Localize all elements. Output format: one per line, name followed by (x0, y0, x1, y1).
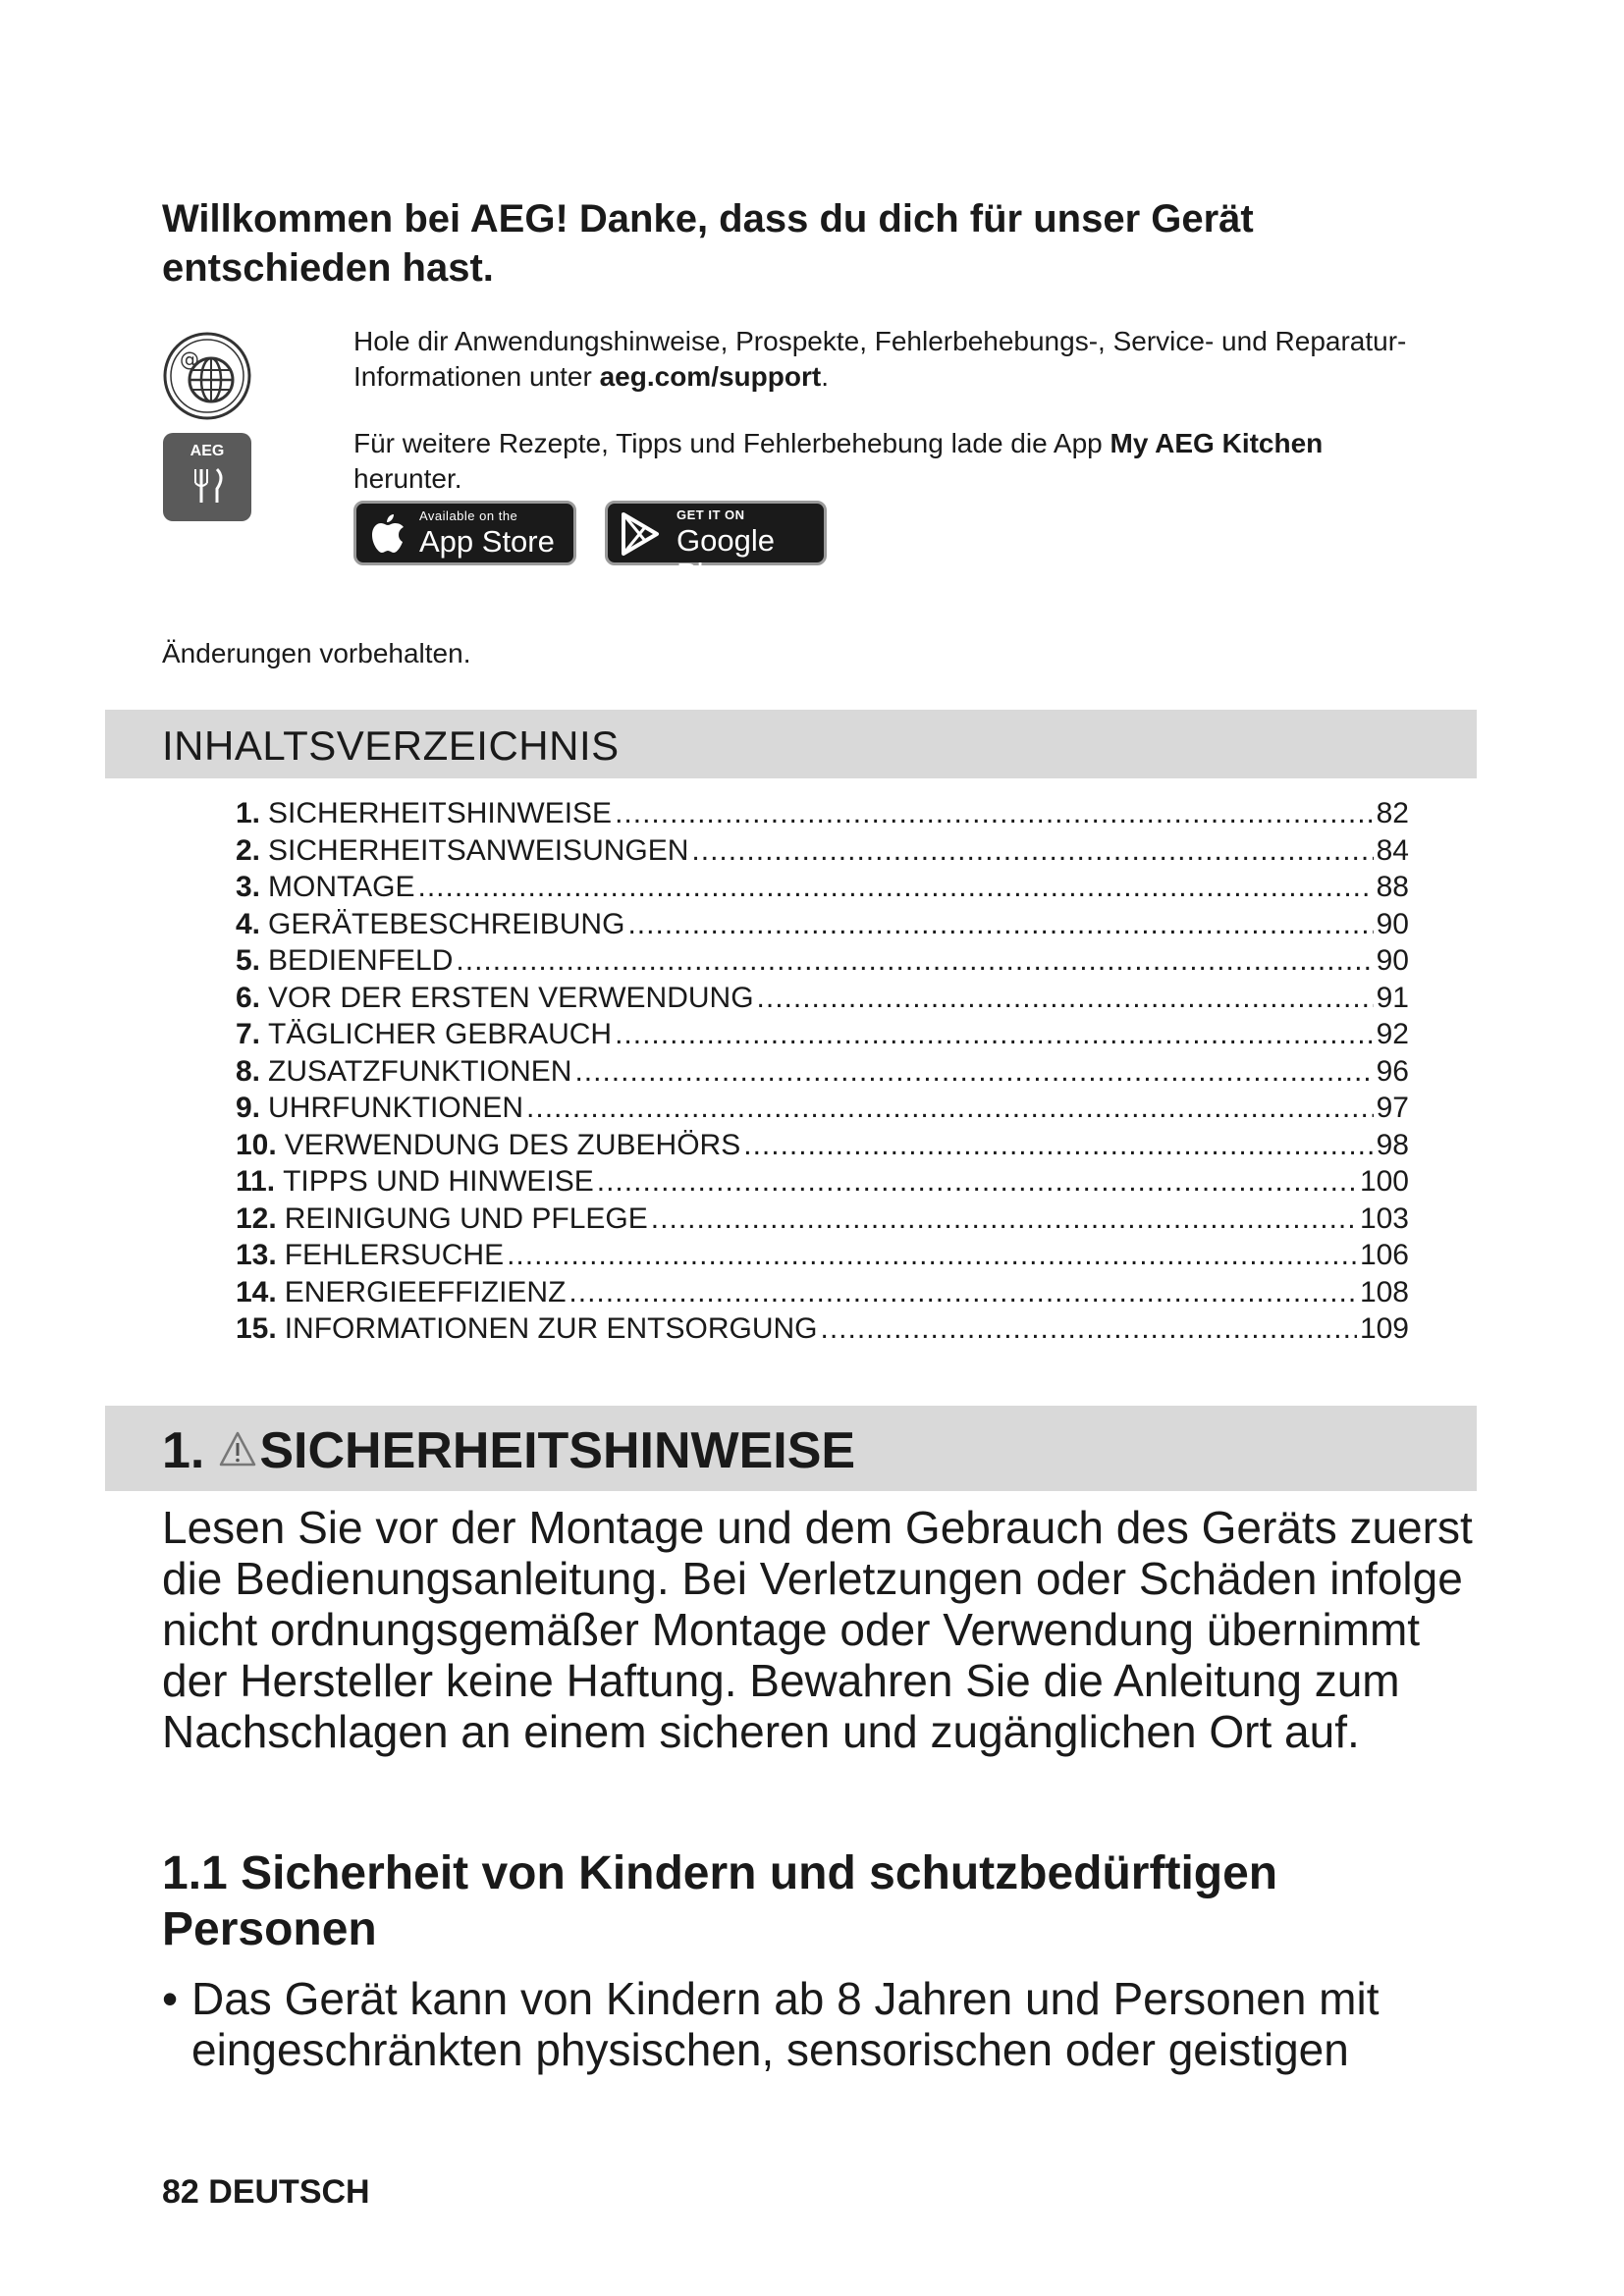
app-store-badge (353, 501, 576, 565)
toc-entry (236, 942, 1409, 980)
support-info (353, 324, 1434, 395)
toc-entry-number: 14. (236, 1275, 277, 1308)
toc-entry (236, 869, 1409, 906)
toc-entry-number: 12. (236, 1201, 277, 1235)
toc-leader-dots (574, 1053, 1373, 1090)
app-store-big-text: App Store (419, 524, 555, 559)
toc-entry (236, 832, 1409, 870)
app-info (353, 426, 1434, 497)
google-play-icon (620, 511, 663, 557)
toc-entry-label: REINIGUNG UND PFLEGE (284, 1201, 648, 1235)
apple-icon (370, 513, 406, 555)
aeg-app-icon (162, 432, 252, 522)
page-footer: 82 DEUTSCH (162, 2173, 370, 2211)
app-info-end: herunter. (353, 463, 462, 494)
bullet-text: Das Gerät kann von Kindern ab 8 Jahren und Personen mit eingeschränkten physischen, sensorischen oder geistigen (191, 1973, 1380, 2075)
toc-entry-page: 90 (1376, 944, 1409, 977)
toc-leader-dots (597, 1163, 1357, 1200)
toc-entry-label: VOR DER ERSTEN VERWENDUNG (268, 981, 754, 1014)
toc-entry (236, 1201, 1409, 1238)
toc-entry-label: TIPPS UND HINWEISE (283, 1165, 594, 1198)
toc-leader-dots (507, 1237, 1357, 1273)
toc-entry-number: 6. (236, 981, 261, 1014)
welcome-title: Willkommen bei AEG! Danke, dass du dich für unser Gerät entschieden hast. (162, 197, 1254, 290)
toc-entry (236, 1090, 1409, 1127)
toc-entry-page: 84 (1376, 833, 1409, 867)
toc-leader-dots (743, 1127, 1373, 1163)
toc-entry (236, 1163, 1409, 1201)
section-number: 1. (162, 1422, 205, 1479)
globe-icon (162, 331, 252, 421)
google-play-small-text: GET IT ON (677, 507, 745, 522)
toc-list (236, 795, 1409, 1348)
toc-entry (236, 795, 1409, 832)
toc-entry-page: 106 (1359, 1239, 1409, 1271)
app-store-small-text: Available on the (419, 508, 518, 523)
toc-entry-label: FEHLERSUCHE (284, 1239, 505, 1271)
toc-entry-label: TÄGLICHER GEBRAUCH (268, 1018, 613, 1050)
toc-leader-dots (627, 906, 1373, 942)
toc-entry-label: INFORMATIONEN ZUR ENTSORGUNG (284, 1312, 818, 1345)
changes-note: Änderungen vorbehalten. (162, 638, 471, 668)
toc-title: INHALTSVERZEICHNIS (162, 722, 620, 769)
aeg-app-icon-label: AEG (189, 443, 225, 459)
toc-entry-page: 109 (1359, 1312, 1409, 1345)
toc-entry (236, 906, 1409, 943)
support-info-end: . (821, 361, 829, 392)
intro-paragraph: Lesen Sie vor der Montage und dem Gebrauch des Geräts zuerst die Bedienungsanleitung. Bei Verletzungen oder Schäden infolge nicht ordnungsgemäßer Montage oder Verwendung übernimmt der Hersteller keine Haftung. Bewahren Sie die Anleitung zum Nachschlagen an einem sicheren und zugänglichen Ort auf. (162, 1502, 1473, 1757)
toc-entry-label: BEDIENFELD (268, 944, 454, 977)
support-info-text: Hole dir Anwendungshinweise, Prospekte, Fehlerbehebungs-, Service- und Reparatur-Informationen unter (353, 326, 1407, 392)
toc-entry-page: 82 (1376, 797, 1409, 829)
toc-leader-dots (757, 980, 1374, 1016)
toc-entry-label: SICHERHEITSHINWEISE (268, 797, 613, 829)
warning-icon (218, 1430, 257, 1468)
subsection-title: 1.1 Sicherheit von Kindern und schutzbedürftigen Personen (162, 1847, 1278, 1955)
toc-leader-dots (821, 1310, 1357, 1347)
toc-entry-number: 9. (236, 1092, 261, 1124)
toc-entry (236, 980, 1409, 1017)
toc-leader-dots (691, 832, 1373, 869)
toc-entry (236, 1310, 1409, 1348)
toc-entry-page: 97 (1376, 1092, 1409, 1124)
toc-entry (236, 1016, 1409, 1053)
toc-entry-number: 11. (236, 1165, 276, 1198)
toc-entry-number: 5. (236, 944, 261, 977)
toc-entry-page: 98 (1376, 1128, 1409, 1161)
bullet-item (162, 1973, 1478, 2075)
toc-entry-page: 108 (1359, 1275, 1409, 1308)
app-name: My AEG Kitchen (1110, 428, 1324, 458)
google-play-badge (605, 501, 827, 591)
toc-leader-dots (651, 1201, 1357, 1237)
toc-entry-number: 4. (236, 907, 261, 940)
toc-entry (236, 1053, 1409, 1091)
section-title (162, 1420, 855, 1481)
toc-entry-label: GERÄTEBESCHREIBUNG (268, 907, 625, 940)
toc-entry-number: 15. (236, 1312, 277, 1345)
toc-entry-page: 88 (1376, 871, 1409, 903)
toc-entry-label: SICHERHEITSANWEISUNGEN (268, 833, 689, 867)
toc-entry-label: ENERGIEEFFIZIENZ (284, 1275, 567, 1308)
toc-entry-label: ZUSATZFUNKTIONEN (268, 1054, 572, 1088)
toc-entry-number: 2. (236, 833, 261, 867)
toc-entry-page: 96 (1376, 1054, 1409, 1088)
toc-entry-number: 10. (236, 1128, 277, 1161)
toc-leader-dots (526, 1090, 1374, 1126)
toc-entry-number: 8. (236, 1054, 261, 1088)
section-title-text: SICHERHEITSHINWEISE (259, 1422, 856, 1479)
support-link: aeg.com/support (599, 361, 822, 392)
toc-leader-dots (568, 1274, 1357, 1310)
toc-entry (236, 1237, 1409, 1274)
google-play-big-text: Google Play (677, 523, 775, 591)
toc-entry (236, 1127, 1409, 1164)
toc-entry-page: 103 (1359, 1201, 1409, 1235)
toc-entry-page: 92 (1376, 1018, 1409, 1050)
toc-entry-page: 90 (1376, 907, 1409, 940)
toc-entry-number: 7. (236, 1018, 261, 1050)
toc-entry-page: 100 (1359, 1165, 1409, 1198)
toc-entry-label: MONTAGE (268, 871, 415, 903)
toc-leader-dots (615, 795, 1374, 831)
toc-leader-dots (456, 942, 1373, 979)
toc-entry (236, 1274, 1409, 1311)
toc-entry-number: 1. (236, 797, 261, 829)
svg-text:@: @ (180, 347, 199, 371)
toc-leader-dots (615, 1016, 1374, 1052)
toc-entry-page: 91 (1376, 981, 1409, 1014)
toc-leader-dots (417, 869, 1373, 905)
toc-entry-number: 3. (236, 871, 261, 903)
toc-entry-label: VERWENDUNG DES ZUBEHÖRS (284, 1128, 741, 1161)
toc-entry-number: 13. (236, 1239, 277, 1271)
app-info-text: Für weitere Rezepte, Tipps und Fehlerbehebung lade die App (353, 428, 1110, 458)
bullet-mark: • (162, 1973, 179, 2024)
toc-entry-label: UHRFUNKTIONEN (268, 1092, 524, 1124)
